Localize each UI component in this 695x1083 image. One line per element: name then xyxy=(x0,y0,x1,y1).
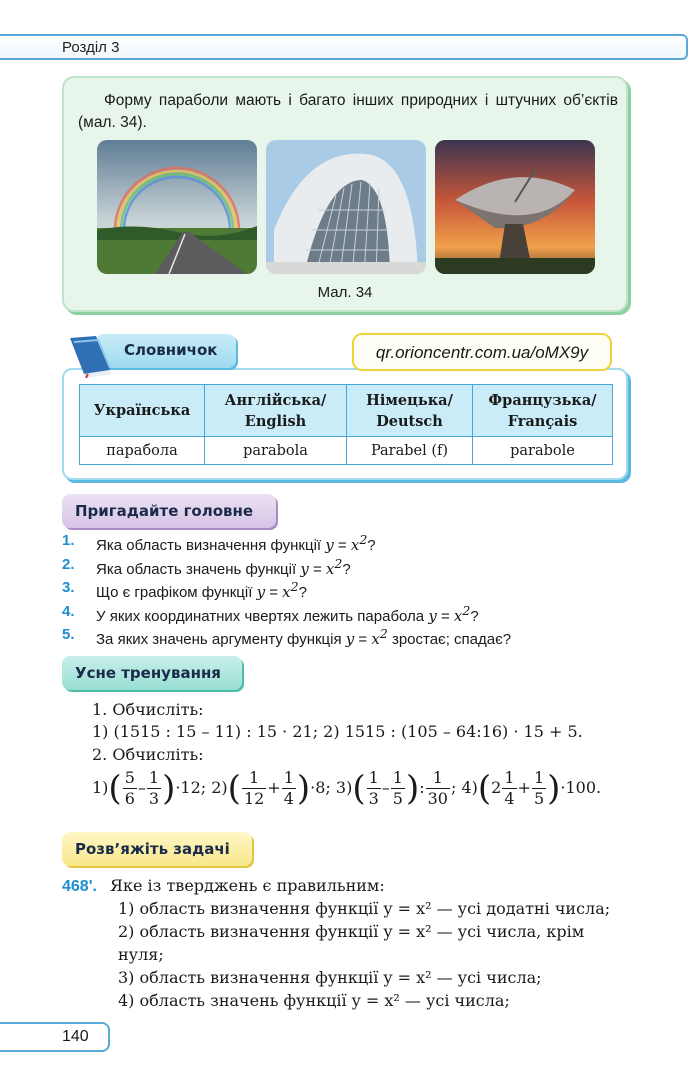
header-german-line1: Німецька/ xyxy=(366,391,453,409)
denominator: 3 xyxy=(368,789,379,808)
expression-text: ·12; 2) xyxy=(175,778,228,797)
figure-text: Форму параболи мають і багато інших природних і штучних об’єктів (мал. 34). xyxy=(78,92,618,131)
header-french-line2: Français xyxy=(507,412,578,430)
list-item xyxy=(62,532,662,556)
list-item xyxy=(62,603,662,627)
operator: – xyxy=(381,778,390,797)
header-french-line1: Французька/ xyxy=(488,391,597,409)
oral-title: Усне тренування xyxy=(62,656,242,690)
list-item xyxy=(62,626,662,650)
numerator: 1 xyxy=(426,768,450,789)
exercise-2-line: 1)( $\frac{5}{6}$ – $\frac{1}{3}$ )·12; 2)( $\frac{1}{12}$ + $\frac{1}{4}$ )·8; 3)( $\frac{1}{3}$ – $\frac{1}{5}$ ): $\frac{1}{30}$ ; 4)(2 $\frac{1}{4}$ + $\frac{1}{5}$ )·100. xyxy=(92,768,602,809)
part-label: 1) xyxy=(92,778,109,797)
section-header xyxy=(0,34,688,60)
figure-box xyxy=(62,76,628,312)
denominator: 30 xyxy=(427,789,448,808)
tasks-title: Розв’яжіть задачі xyxy=(62,832,252,866)
numerator: 1 xyxy=(368,768,379,787)
cell-french: parabole xyxy=(473,437,613,465)
question-text: Що є графіком функції xyxy=(96,584,257,601)
expression-text: ; 4) xyxy=(450,778,478,797)
operator: + xyxy=(517,778,531,797)
task-question-text: Яке із тверджень є правильним: xyxy=(110,876,385,895)
formula-x: x xyxy=(371,630,380,648)
header-english-line2: English xyxy=(244,412,307,430)
item-number: 3. xyxy=(62,579,75,596)
section-title: Розділ 3 xyxy=(62,39,120,56)
whole-part: 2 xyxy=(491,778,502,797)
task-option: 3) область визначення функції y = x² — усі числа; xyxy=(118,968,542,987)
arch-building-photo xyxy=(266,140,426,274)
formula-x: x xyxy=(350,536,360,554)
table-row xyxy=(80,437,613,465)
formula-exponent: 2 xyxy=(359,532,368,547)
numerator: 5 xyxy=(124,768,135,787)
task-question xyxy=(62,876,385,896)
numerator: 1 xyxy=(392,768,403,787)
formula-x: x xyxy=(453,606,463,625)
recall-title: Пригадайте головне xyxy=(62,494,276,528)
list-item xyxy=(62,579,662,603)
question-text: Яка область значень функції xyxy=(96,560,301,578)
page-number: 140 xyxy=(0,1022,110,1052)
denominator: 6 xyxy=(124,789,135,808)
formula-exponent: 2 xyxy=(462,602,471,618)
qr-link[interactable]: qr.orioncentr.com.ua/oMX9y xyxy=(352,333,612,371)
formula-eq: = xyxy=(265,584,283,601)
formula-y: y xyxy=(256,583,266,601)
satellite-dish-photo xyxy=(435,140,595,274)
numerator: 1 xyxy=(504,768,515,787)
question-end: ? xyxy=(367,537,376,554)
question-end: зростає; спадає? xyxy=(387,631,512,648)
header-german xyxy=(347,385,473,437)
operator: – xyxy=(137,778,146,797)
task-option: нуля; xyxy=(118,945,164,964)
question-text: Яка область визначення функції xyxy=(96,537,326,554)
formula-y: y xyxy=(300,559,309,578)
denominator: 4 xyxy=(504,789,515,808)
cell-english: parabola xyxy=(205,437,347,465)
formula-eq: = xyxy=(354,631,372,648)
item-number: 5. xyxy=(62,626,75,643)
header-german-line2: Deutsch xyxy=(376,412,443,430)
dictionary-box xyxy=(62,368,628,480)
dictionary-table xyxy=(79,384,613,465)
formula-eq: = xyxy=(308,560,326,578)
formula-exponent: 2 xyxy=(334,555,343,571)
exercise-1-label: 1. Обчисліть: xyxy=(92,700,204,719)
item-number: 2. xyxy=(62,555,75,573)
operator: + xyxy=(267,778,281,797)
question-end: ? xyxy=(298,584,307,601)
formula-y: y xyxy=(345,630,355,648)
formula-y: y xyxy=(428,606,437,625)
item-number: 1. xyxy=(62,532,75,549)
question-end: ? xyxy=(470,607,479,625)
denominator: 4 xyxy=(283,789,294,808)
header-ukrainian xyxy=(80,385,205,437)
task-option: 2) область визначення функції y = x² — усі числа, крім xyxy=(118,922,585,941)
exercise-2-label: 2. Обчисліть: xyxy=(92,745,204,764)
operator: : xyxy=(419,778,425,797)
formula-y: y xyxy=(325,536,334,554)
book-icon xyxy=(66,334,118,378)
denominator: 5 xyxy=(533,789,545,808)
numerator: 1 xyxy=(242,768,266,789)
cell-ukrainian: парабола xyxy=(80,437,205,465)
figure-caption: Мал. 34 xyxy=(317,284,373,301)
denominator: 5 xyxy=(392,789,403,808)
header-french xyxy=(473,385,613,437)
dictionary-title: Словничок xyxy=(96,334,236,368)
formula-eq: = xyxy=(436,607,454,625)
task-option: 4) область значень функції y = x² — усі числа; xyxy=(118,991,510,1010)
denominator: 12 xyxy=(243,789,265,808)
header-english xyxy=(205,385,347,437)
formula-exponent: 2 xyxy=(379,626,388,641)
header-english-line1: Англійська/ xyxy=(224,391,327,409)
formula-eq: = xyxy=(333,537,351,554)
cell-german: Parabel (f) xyxy=(347,437,473,465)
formula-x: x xyxy=(282,583,291,601)
question-text: У яких координатних чвертях лежить парабола xyxy=(96,607,429,625)
denominator: 3 xyxy=(148,789,160,808)
list-item xyxy=(62,556,662,580)
question-end: ? xyxy=(342,560,351,578)
expression-text: ·8; 3) xyxy=(310,778,353,797)
exercise-1-line: 1) (1515 : 15 – 11) : 15 · 21; 2) 1515 : (105 – 64:16) · 15 + 5. xyxy=(92,722,583,741)
rainbow-photo xyxy=(97,140,257,274)
numerator: 1 xyxy=(533,768,545,787)
task-option: 1) область визначення функції y = x² — усі додатні числа; xyxy=(118,899,611,918)
item-number: 4. xyxy=(62,602,75,620)
recall-list xyxy=(62,532,662,650)
header-ukrainian-label: Українська xyxy=(93,402,191,419)
formula-x: x xyxy=(325,559,335,578)
question-text: За яких значень аргументу функція xyxy=(96,631,346,648)
numerator: 1 xyxy=(148,768,160,787)
numerator: 1 xyxy=(283,768,294,787)
formula-exponent: 2 xyxy=(290,579,299,594)
expression-text: ·100. xyxy=(560,778,602,797)
task-number: 468'. xyxy=(62,878,97,895)
